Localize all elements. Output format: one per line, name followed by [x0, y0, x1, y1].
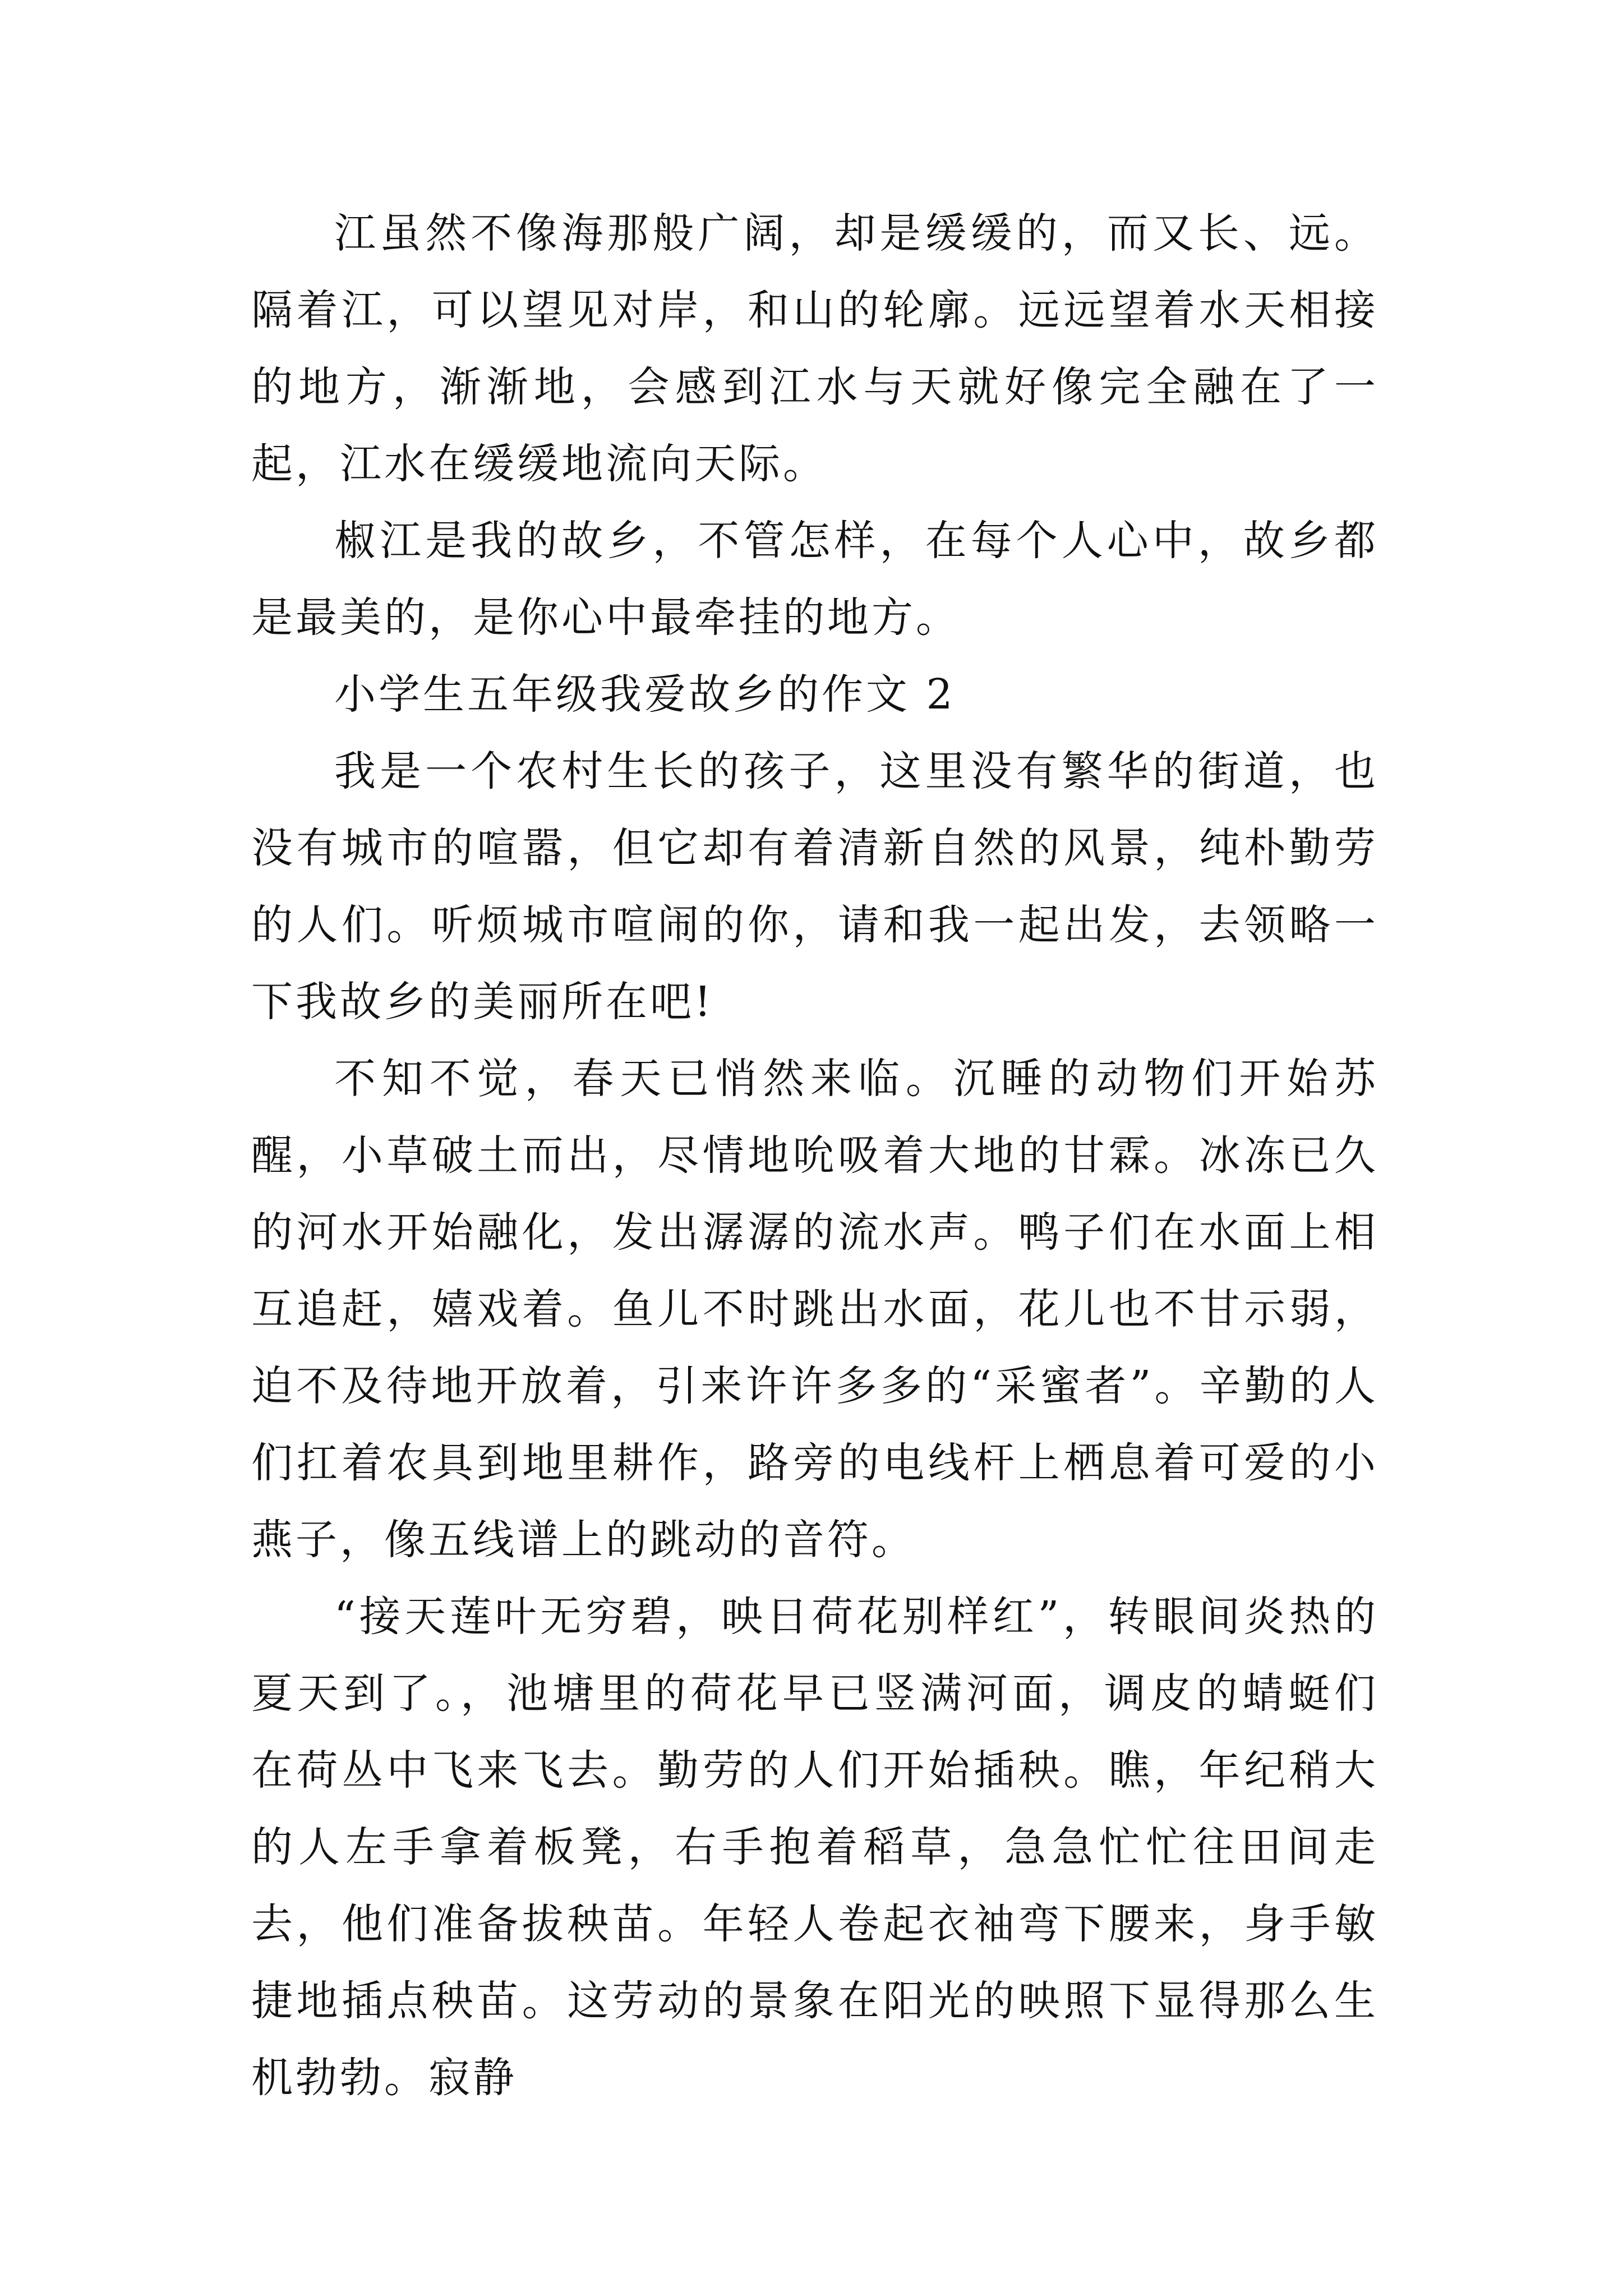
essay-title: 小学生五年级我爱故乡的作文 2: [334, 670, 956, 719]
document-body: [251, 195, 1378, 2116]
paragraph-river: 江虽然不像海那般广阔，却是缓缓的，而又长、远。隔着江，可以望见对岸，和山的轮廓。远远望着水天相接的地方，渐渐地，会感到江水与天就好像完全融在了一起，江水在缓缓地流向天际。: [251, 209, 1378, 488]
paragraph-summer: “接天莲叶无穷碧，映日荷花别样红”，转眼间炎热的夏天到了。，池塘里的荷花早已竖满河面，调皮的蜻蜓们在荷丛中飞来飞去。勤劳的人们开始插秧。瞧，年纪稍大的人左手拿着板凳，右手抱着稻草，急急忙忙往田间走去，他们准备拔秧苗。年轻人卷起衣袖弯下腰来，身手敏捷地插点秧苗。这劳动的景象在阳光的映照下显得那么生机勃勃。寂静: [251, 1593, 1378, 2102]
paragraph-hometown: 椒江是我的故乡，不管怎样，在每个人心中，故乡都是最美的，是你心中最牵挂的地方。: [251, 517, 1378, 642]
paragraph-village: 我是一个农村生长的孩子，这里没有繁华的街道，也没有城市的喧嚣，但它却有着清新自然的风景，纯朴勤劳的人们。听烦城市喧闹的你，请和我一起出发，去领略一下我故乡的美丽所在吧!: [251, 747, 1378, 1026]
paragraph-spring: 不知不觉，春天已悄然来临。沉睡的动物们开始苏醒，小草破土而出，尽情地吮吸着大地的甘霖。冰冻已久的河水开始融化，发出潺潺的流水声。鸭子们在水面上相互追赶，嬉戏着。鱼儿不时跳出水面，花儿也不甘示弱，迫不及待地开放着，引来许许多多的“采蜜者”。辛勤的人们扛着农具到地里耕作，路旁的电线杆上栖息着可爱的小燕子，像五线谱上的跳动的音符。: [251, 1055, 1378, 1564]
